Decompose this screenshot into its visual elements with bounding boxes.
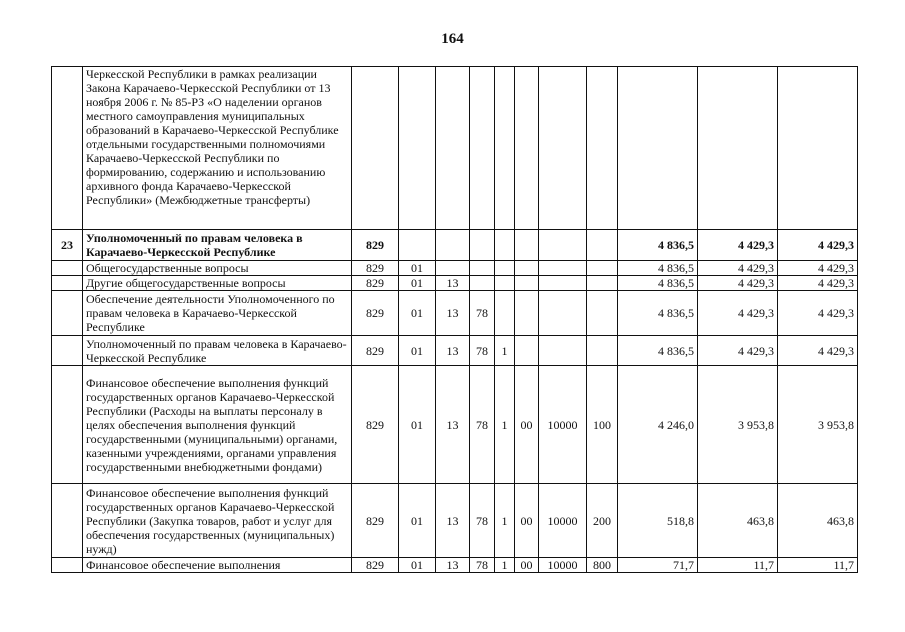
amount-year1-cell: 4 836,5: [618, 261, 698, 276]
activity-code-cell: 00: [515, 558, 539, 573]
row-name-cell: Уполномоченный по правам человека в Карачаево-Черкесской Республике: [83, 230, 352, 261]
section-code-cell: 01: [399, 366, 436, 484]
section-code-cell: 01: [399, 261, 436, 276]
row-number-cell: [52, 558, 83, 573]
subprogram-code-cell: 1: [495, 366, 515, 484]
expense-type-cell: 200: [587, 484, 618, 558]
ved-code-cell: 829: [352, 484, 399, 558]
activity-code-cell: [515, 291, 539, 336]
direction-code-cell: 10000: [539, 558, 587, 573]
amount-year3-cell: 4 429,3: [778, 276, 858, 291]
amount-year2-cell: [698, 67, 778, 230]
ved-code-cell: 829: [352, 291, 399, 336]
table-row: [52, 336, 858, 366]
activity-code-cell: [515, 276, 539, 291]
row-name-cell: Финансовое обеспечение выполнения функций государственных органов Карачаево-Черкесской Республики (Расходы на выплаты персоналу в целях обеспечения выполнения функций государственными (муниципальными) органами, казенными учреждениями, органами управления государственными внебюджетными фондами): [83, 366, 352, 484]
table-row: [52, 261, 858, 276]
row-number-cell: [52, 336, 83, 366]
ved-code-cell: [352, 67, 399, 230]
program-code-cell: 78: [470, 366, 495, 484]
amount-year3-cell: 463,8: [778, 484, 858, 558]
program-code-cell: 78: [470, 291, 495, 336]
expense-type-cell: [587, 67, 618, 230]
expense-type-cell: 100: [587, 366, 618, 484]
subsection-code-cell: 13: [436, 336, 470, 366]
amount-year3-cell: 4 429,3: [778, 230, 858, 261]
expense-type-cell: 800: [587, 558, 618, 573]
amount-year3-cell: 4 429,3: [778, 336, 858, 366]
program-code-cell: 78: [470, 336, 495, 366]
section-code-cell: 01: [399, 291, 436, 336]
subprogram-code-cell: [495, 230, 515, 261]
subprogram-code-cell: 1: [495, 336, 515, 366]
section-code-cell: 01: [399, 558, 436, 573]
section-code-cell: 01: [399, 336, 436, 366]
ved-code-cell: 829: [352, 366, 399, 484]
direction-code-cell: 10000: [539, 366, 587, 484]
row-number-cell: [52, 366, 83, 484]
amount-year2-cell: 11,7: [698, 558, 778, 573]
table-row: [52, 67, 858, 230]
subsection-code-cell: 13: [436, 291, 470, 336]
amount-year3-cell: 3 953,8: [778, 366, 858, 484]
amount-year1-cell: 4 836,5: [618, 291, 698, 336]
ved-code-cell: 829: [352, 230, 399, 261]
amount-year1-cell: 71,7: [618, 558, 698, 573]
expense-type-cell: [587, 230, 618, 261]
ved-code-cell: 829: [352, 336, 399, 366]
direction-code-cell: 10000: [539, 484, 587, 558]
direction-code-cell: [539, 336, 587, 366]
row-name-cell: Финансовое обеспечение выполнения функций государственных органов Карачаево-Черкесской Республики (Закупка товаров, работ и услуг для обеспечения государственных (муниципальных) нужд): [83, 484, 352, 558]
program-code-cell: [470, 67, 495, 230]
budget-table: [51, 66, 858, 573]
amount-year1-cell: 4 836,5: [618, 336, 698, 366]
table-row: [52, 291, 858, 336]
row-number-cell: [52, 484, 83, 558]
ved-code-cell: 829: [352, 558, 399, 573]
direction-code-cell: [539, 230, 587, 261]
subsection-code-cell: [436, 261, 470, 276]
program-code-cell: [470, 230, 495, 261]
amount-year3-cell: [778, 67, 858, 230]
subsection-code-cell: 13: [436, 276, 470, 291]
program-code-cell: 78: [470, 558, 495, 573]
program-code-cell: [470, 276, 495, 291]
ved-code-cell: 829: [352, 261, 399, 276]
amount-year3-cell: 4 429,3: [778, 261, 858, 276]
program-code-cell: 78: [470, 484, 495, 558]
page-number: 164: [441, 31, 464, 47]
subprogram-code-cell: [495, 261, 515, 276]
ved-code-cell: 829: [352, 276, 399, 291]
amount-year1-cell: 4 246,0: [618, 366, 698, 484]
subprogram-code-cell: [495, 276, 515, 291]
subprogram-code-cell: 1: [495, 558, 515, 573]
row-name-cell: Финансовое обеспечение выполнения: [83, 558, 352, 573]
amount-year3-cell: 11,7: [778, 558, 858, 573]
activity-code-cell: [515, 261, 539, 276]
amount-year2-cell: 3 953,8: [698, 366, 778, 484]
expense-type-cell: [587, 291, 618, 336]
direction-code-cell: [539, 291, 587, 336]
section-code-cell: [399, 67, 436, 230]
row-name-cell: Другие общегосударственные вопросы: [83, 276, 352, 291]
row-number-cell: [52, 261, 83, 276]
row-number-cell: [52, 291, 83, 336]
table-row: [52, 558, 858, 573]
activity-code-cell: [515, 336, 539, 366]
subsection-code-cell: [436, 230, 470, 261]
activity-code-cell: 00: [515, 366, 539, 484]
amount-year1-cell: [618, 67, 698, 230]
activity-code-cell: [515, 230, 539, 261]
subsection-code-cell: [436, 67, 470, 230]
subprogram-code-cell: [495, 67, 515, 230]
activity-code-cell: 00: [515, 484, 539, 558]
section-code-cell: [399, 230, 436, 261]
row-number-cell: [52, 67, 83, 230]
table-row: [52, 230, 858, 261]
amount-year3-cell: 4 429,3: [778, 291, 858, 336]
direction-code-cell: [539, 276, 587, 291]
table-row: [52, 366, 858, 484]
row-name-cell: Черкесской Республики в рамках реализации Закона Карачаево-Черкесской Республики от 13 ноября 2006 г. № 85-РЗ «О наделении органов местного самоуправления муниципальных образований в Карачаево-Черкесской Республике отдельными государственными полномочиями Карачаево-Черкесской Республики по формированию, содержанию и использованию архивного фонда Карачаево-Черкесской Республики» (Межбюджетные трансферты): [83, 67, 352, 230]
subsection-code-cell: 13: [436, 484, 470, 558]
row-name-cell: Обеспечение деятельности Уполномоченного по правам человека в Карачаево-Черкесской Республике: [83, 291, 352, 336]
amount-year1-cell: 518,8: [618, 484, 698, 558]
amount-year2-cell: 4 429,3: [698, 230, 778, 261]
amount-year2-cell: 4 429,3: [698, 291, 778, 336]
amount-year1-cell: 4 836,5: [618, 276, 698, 291]
row-name-cell: Уполномоченный по правам человека в Карачаево-Черкесской Республике: [83, 336, 352, 366]
row-name-cell: Общегосударственные вопросы: [83, 261, 352, 276]
amount-year2-cell: 4 429,3: [698, 276, 778, 291]
subprogram-code-cell: [495, 291, 515, 336]
table-row: [52, 276, 858, 291]
expense-type-cell: [587, 276, 618, 291]
section-code-cell: 01: [399, 276, 436, 291]
row-number-cell: 23: [52, 230, 83, 261]
subprogram-code-cell: 1: [495, 484, 515, 558]
amount-year1-cell: 4 836,5: [618, 230, 698, 261]
subsection-code-cell: 13: [436, 366, 470, 484]
amount-year2-cell: 463,8: [698, 484, 778, 558]
expense-type-cell: [587, 261, 618, 276]
expense-type-cell: [587, 336, 618, 366]
program-code-cell: [470, 261, 495, 276]
direction-code-cell: [539, 261, 587, 276]
subsection-code-cell: 13: [436, 558, 470, 573]
amount-year2-cell: 4 429,3: [698, 336, 778, 366]
direction-code-cell: [539, 67, 587, 230]
table-row: [52, 484, 858, 558]
amount-year2-cell: 4 429,3: [698, 261, 778, 276]
section-code-cell: 01: [399, 484, 436, 558]
activity-code-cell: [515, 67, 539, 230]
row-number-cell: [52, 276, 83, 291]
